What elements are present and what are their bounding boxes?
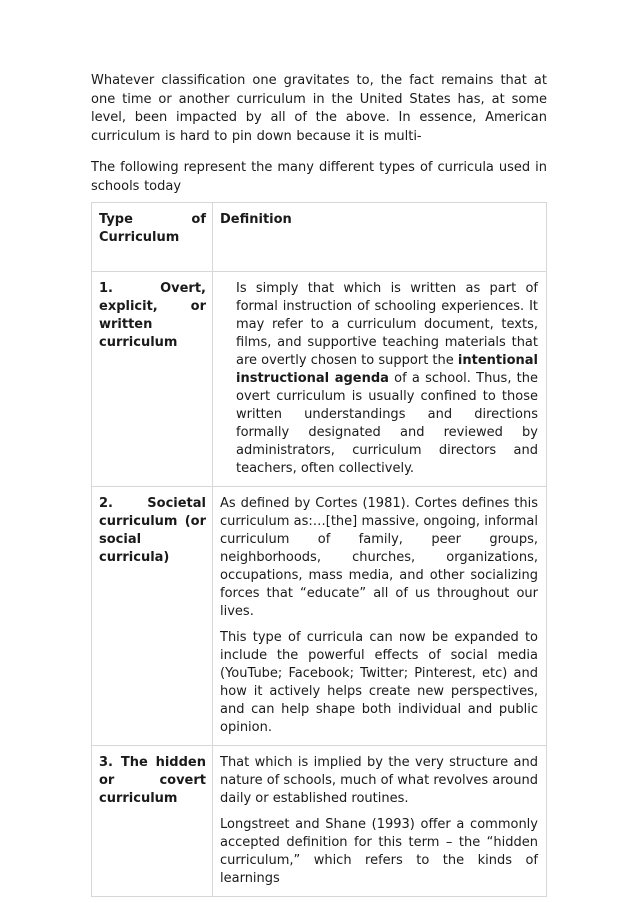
definition-cell-overt [213, 272, 547, 487]
definition-paragraph: This type of curricula can now be expanded to include the powerful effects of social media (YouTube; Facebook; Twitter; Pinterest, etc) and how it actively helps create new perspectives, and can help shape both individual and public opinion. [220, 630, 538, 735]
type-cell-overt: 1. Overt, explicit, or written curriculum [92, 272, 213, 487]
table-row [92, 272, 547, 487]
curricula-table [91, 202, 547, 897]
table-header-row [92, 203, 547, 272]
definition-emphasis: intentional instructional agenda [236, 353, 538, 386]
table-row [92, 487, 547, 746]
type-cell-societal: 2. Societal curriculum (or social curricula) [92, 487, 213, 746]
type-cell-hidden: 3. The hidden or covert curriculum [92, 746, 213, 897]
definition-text-part: Is simply that which is written as part of formal instruction of schooling experiences. It may refer to a curriculum document, texts, films, and supportive teaching materials that are overtly chosen to support the [236, 281, 538, 368]
definition-text-part: of a school. Thus, the overt curriculum is usually confined to those written understandings and directions formally designated and reviewed by administrators, curriculum directors and teachers, often collectively. [236, 371, 539, 476]
header-definition-cell: Definition [213, 203, 547, 272]
definition-paragraph: That which is implied by the very structure and nature of schools, much of what revolves around daily or established routines. [220, 755, 538, 806]
document-page [91, 72, 547, 897]
definition-cell-societal [213, 487, 547, 746]
header-type-cell: Type of Curriculum [92, 203, 213, 272]
table-row [92, 746, 547, 897]
definition-cell-hidden [213, 746, 547, 897]
definition-paragraph: Longstreet and Shane (1993) offer a commonly accepted definition for this term – the “hidden curriculum,” which refers to the kinds of learnings [220, 817, 538, 886]
table-lead-in-paragraph: The following represent the many different types of curricula used in schools today [91, 160, 547, 194]
definition-paragraph: As defined by Cortes (1981). Cortes defines this curriculum as:…[the] massive, ongoing, informal curriculum of family, peer groups, neighborhoods, churches, organizations, occupations, mass media, and other socializing forces that “educate” all of us throughout our lives. [220, 496, 538, 619]
intro-paragraph: Whatever classification one gravitates to, the fact remains that at one time or another curriculum in the United States has, at some level, been impacted by all of the above. In essence, American curriculum is hard to pin down because it is multi- [91, 73, 547, 144]
definition-text-overt [220, 280, 538, 478]
